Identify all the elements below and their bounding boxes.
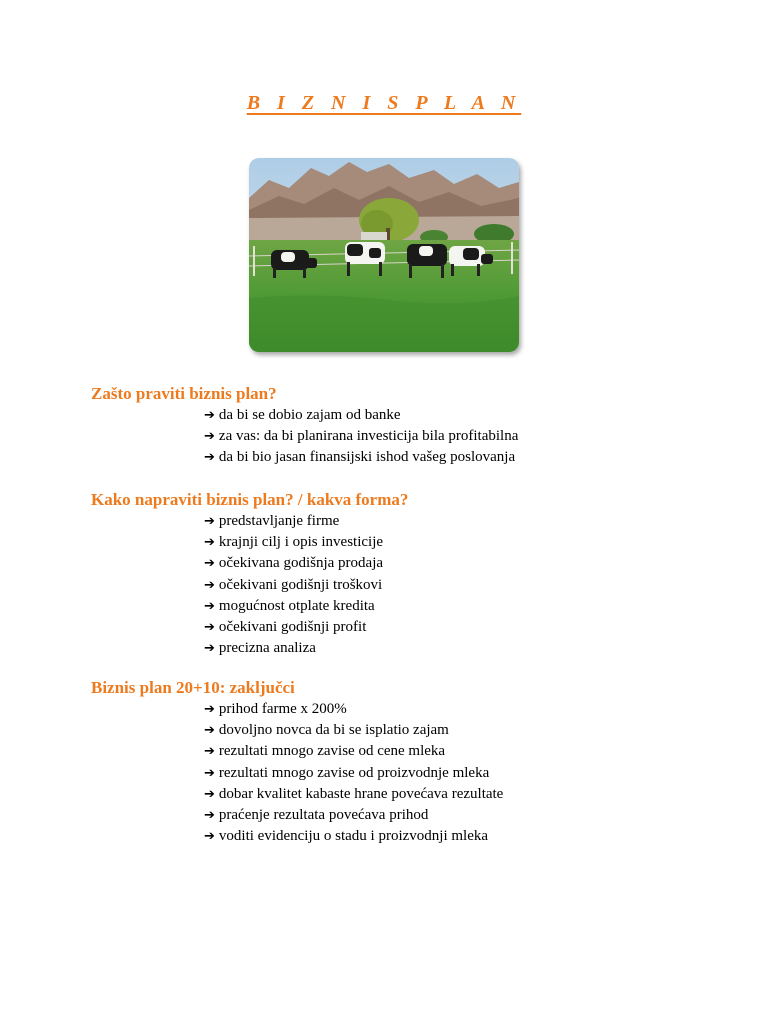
arrow-right-icon: ➔ [204,556,215,572]
list-item-text: rezultati mnogo zavise od proizvodnje mleka [218,764,490,781]
arrow-right-icon: ➔ [204,450,215,466]
page-title: B I Z N I S P L A N [246,92,522,114]
list-item-text: da bi se dobio zajam od banke [218,407,401,423]
arrow-right-icon: ➔ [204,808,215,824]
list-item-text: precizna analiza [218,640,316,657]
arrow-right-icon: ➔ [204,514,215,529]
list-item [204,617,731,638]
arrow-right-icon: ➔ [204,598,215,614]
arrow-right-icon: ➔ [204,429,215,445]
list-item-text: očekivani godišnji profit [218,619,367,636]
list-item-text: prihod farme x 200% [218,701,347,717]
list-item-text: voditi evidenciju o stadu i proizvodnji mleka [218,828,489,845]
list-item-text: da bi bio jasan finansijski ishod vašeg poslovanja [218,449,516,466]
arrow-right-icon: ➔ [204,829,215,845]
arrow-right-icon: ➔ [204,408,215,423]
farm-cows-photo [249,158,519,352]
list-item [204,532,731,553]
arrow-right-icon: ➔ [204,641,215,657]
list-item [204,741,731,762]
list-item-text: krajnji cilj i opis investicije [218,534,384,551]
list-item [204,447,731,468]
arrow-right-icon: ➔ [204,535,215,551]
list-item-text: dovoljno novca da bi se isplatio zajam [218,722,449,739]
arrow-right-icon: ➔ [204,744,215,760]
list-item [204,720,731,741]
section-heading: Biznis plan 20+10: zaključci [91,678,295,697]
list-item [204,405,731,426]
list-item [204,763,731,784]
list-item [204,805,731,826]
arrow-right-icon: ➔ [204,786,215,802]
section-why [91,383,731,469]
arrow-right-icon: ➔ [204,577,215,593]
list-item-text: predstavljanje firme [218,513,340,529]
list-item [204,596,731,617]
arrow-right-icon: ➔ [204,723,215,739]
list-item [204,699,731,720]
section-conclusions [91,677,731,847]
bullet-list [91,699,731,847]
list-item [204,638,731,659]
list-item-text: očekivani godišnji troškovi [218,576,383,593]
section-heading: Kako napraviti biznis plan? / kakva forma? [91,490,409,509]
section-heading: Zašto praviti biznis plan? [91,384,277,403]
list-item [204,575,731,596]
list-item [204,553,731,574]
list-item-text: mogućnost otplate kredita [218,597,375,614]
arrow-right-icon: ➔ [204,620,215,636]
list-item [204,511,731,532]
list-item-text: praćenje rezultata povećava prihod [218,807,429,824]
arrow-right-icon: ➔ [204,765,215,781]
bullet-list [91,405,731,469]
list-item-text: očekivana godišnja prodaja [218,555,384,572]
list-item-text: dobar kvalitet kabaste hrane povećava rezultate [218,785,504,802]
list-item [204,826,731,847]
bullet-list [91,511,731,659]
arrow-right-icon: ➔ [204,702,215,717]
list-item [204,784,731,805]
list-item-text: za vas: da bi planirana investicija bila profitabilna [218,428,519,445]
list-item-text: rezultati mnogo zavise od cene mleka [218,743,446,760]
list-item [204,426,731,447]
section-how [91,489,731,659]
